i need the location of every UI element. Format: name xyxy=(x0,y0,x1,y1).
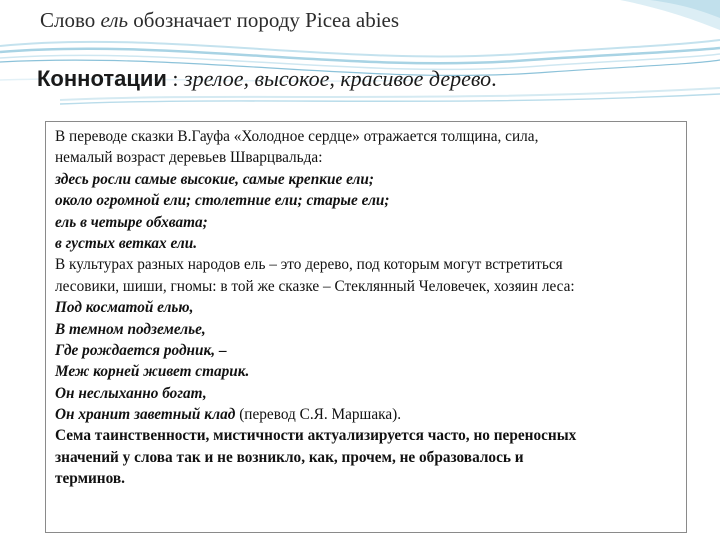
poem-line: Меж корней живет старик. xyxy=(55,363,250,381)
title-part: обозначает породу Picea abies xyxy=(128,8,400,32)
connotation-text: зрелое, высокое, красивое дерево xyxy=(184,66,492,91)
title-word-el: ель xyxy=(100,8,129,32)
slide-title xyxy=(40,8,399,33)
slide-subtitle xyxy=(37,66,497,92)
body-line: лесовики, шиши, гномы: в той же сказке – Стеклянный Человечек, хозяин леса: xyxy=(55,277,575,295)
body-line: В переводе сказки В.Гауфа «Холодное сердце» отражается толщина, сила, xyxy=(55,128,539,145)
subtitle-end: . xyxy=(491,66,497,91)
quote-line: около огромной ели; столетние ели; старые ели; xyxy=(55,192,390,210)
quote-line: в густых ветках ели. xyxy=(55,234,198,252)
body-line: В культурах разных народов ель – это дерево, под которым могут встретиться xyxy=(55,256,563,274)
poem-line: В темном подземелье, xyxy=(55,320,206,338)
quote-line: ель в четыре обхвата; xyxy=(55,213,208,231)
title-part: Слово xyxy=(40,8,101,32)
poem-line-text: Он хранит заветный клад xyxy=(55,406,236,424)
poem-line: Под косматой елью, xyxy=(55,299,194,317)
body-line: немалый возраст деревьев Шварцвальда: xyxy=(55,149,323,167)
conclusion-line: Сема таинственности, мистичности актуализируется часто, но переносных xyxy=(55,427,577,445)
subtitle-separator: : xyxy=(166,66,185,91)
conclusion-line: терминов. xyxy=(55,470,125,488)
conclusion-line: значений у слова так и не возникло, как, прочем, не образовалось и xyxy=(55,448,524,466)
poem-line: Где рождается родник, – xyxy=(55,341,227,359)
poem-line xyxy=(55,404,685,425)
connotation-label: Коннотации xyxy=(37,66,167,91)
quote-line: здесь росли самые высокие, самые крепкие ели; xyxy=(55,170,374,188)
translation-note: (перевод С.Я. Маршака). xyxy=(235,406,402,424)
body-text xyxy=(55,126,685,490)
poem-line: Он неслыханно богат, xyxy=(55,384,207,402)
